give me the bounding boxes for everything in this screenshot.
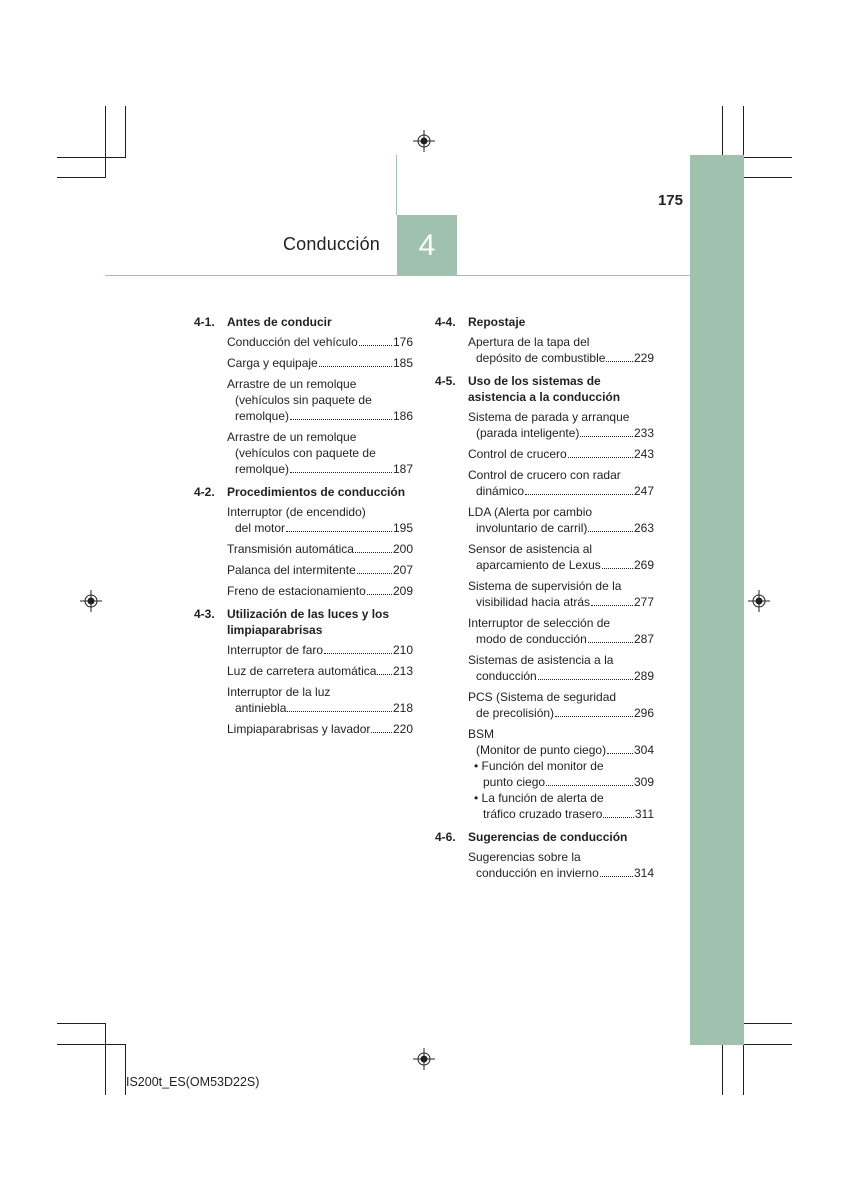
dot-leader [357, 573, 392, 574]
crop-mark [57, 1044, 125, 1045]
toc-page-number: 187 [392, 462, 413, 476]
toc-subentry[interactable] [468, 758, 654, 790]
toc-section-title: Uso de los sistemas de asistencia a la conducción [468, 374, 621, 404]
toc-entry[interactable] [468, 689, 654, 721]
toc-page-number: 304 [633, 743, 654, 757]
toc-entry-line [227, 392, 413, 408]
toc-section-number: 4-1. [194, 315, 215, 329]
toc-section-heading[interactable] [435, 373, 654, 405]
toc-section-title: Repostaje [468, 315, 526, 329]
toc-entry-line [227, 376, 413, 392]
toc-entry-text: del motor [235, 521, 286, 535]
crop-mark [722, 106, 723, 158]
toc-page-number: 209 [392, 584, 413, 598]
toc-entry[interactable] [468, 446, 654, 462]
toc-entry-text: Interruptor de la luz [227, 685, 331, 699]
toc-entry-line [468, 409, 654, 425]
toc-entry-line [468, 334, 654, 350]
toc-entry-line [468, 705, 654, 721]
registration-mark-icon [748, 590, 770, 612]
toc-section-number: 4-5. [435, 374, 456, 388]
dot-leader [588, 642, 633, 643]
toc-entry[interactable] [227, 583, 413, 599]
toc-entry[interactable] [468, 334, 654, 366]
toc-page-number: 277 [633, 595, 654, 609]
toc-entry-text: Limpiaparabrisas y lavador [227, 722, 371, 736]
crop-mark [57, 1023, 105, 1024]
toc-entry-line [468, 467, 654, 483]
toc-subentry[interactable] [468, 790, 654, 822]
dot-leader [603, 817, 633, 818]
toc-section [435, 829, 654, 881]
toc-entry[interactable] [227, 355, 413, 371]
dot-leader [290, 419, 392, 420]
registration-mark-icon [413, 1048, 435, 1070]
toc-page-number: 207 [392, 563, 413, 577]
dot-leader [359, 345, 392, 346]
toc-entry-text: LDA (Alerta por cambio [468, 505, 593, 519]
crop-mark [105, 106, 106, 178]
toc-entry-line [227, 520, 413, 536]
toc-entry-line [227, 334, 413, 350]
toc-entry-line [468, 350, 654, 366]
toc-entry-text: visibilidad hacia atrás [476, 595, 591, 609]
toc-section [435, 373, 654, 822]
toc-entry-line [468, 742, 654, 758]
crop-mark [57, 177, 105, 178]
toc-section-heading[interactable] [435, 829, 654, 845]
registration-mark-icon [413, 130, 435, 152]
dot-leader [290, 472, 392, 473]
toc-entry-line [227, 429, 413, 445]
toc-section-title: Procedimientos de conducción [227, 485, 406, 499]
toc-entry-text: Sistemas de asistencia a la [468, 653, 614, 667]
toc-entry-line [227, 562, 413, 578]
dot-leader [367, 594, 392, 595]
toc-entry[interactable] [468, 467, 654, 499]
toc-entry[interactable] [227, 376, 413, 424]
dot-leader [371, 732, 392, 733]
toc-entry-line [227, 721, 413, 737]
toc-section-title: Utilización de las luces y los limpiaparabrisas [227, 607, 390, 637]
toc-page-number: 269 [633, 558, 654, 572]
dot-leader [287, 711, 392, 712]
crop-mark [743, 1023, 792, 1024]
dot-leader [324, 653, 392, 654]
toc-entry-line [468, 806, 654, 822]
dot-leader [319, 366, 392, 367]
toc-entry[interactable] [468, 615, 654, 647]
dot-leader [600, 876, 633, 877]
toc-entry-text: Carga y equipaje [227, 356, 318, 370]
toc-entry[interactable] [227, 429, 413, 477]
toc-page-number: 176 [392, 335, 413, 349]
toc-page-number: 220 [392, 722, 413, 736]
toc-entry[interactable] [227, 684, 413, 716]
toc-entry-text: Control de crucero con radar [468, 468, 621, 482]
toc-page-number: 186 [392, 409, 413, 423]
toc-entry-text: antiniebla [235, 701, 287, 715]
toc-section-heading[interactable] [194, 484, 413, 500]
toc-entry-line [227, 355, 413, 371]
toc-entry[interactable] [468, 541, 654, 573]
toc-entry-text: Sugerencias sobre la [468, 850, 581, 864]
toc-entry-text: remolque) [235, 462, 290, 476]
toc-section [435, 314, 654, 366]
toc-entry-line [468, 425, 654, 441]
toc-entry-text: Control de crucero [468, 447, 567, 461]
toc-entry-text: modo de conducción [476, 632, 587, 646]
toc-column-left [194, 314, 413, 744]
toc-page-number: 210 [392, 643, 413, 657]
toc-page-number: 311 [634, 807, 654, 821]
toc-entry[interactable] [468, 409, 654, 441]
toc-entry-text: (vehículos con paquete de [235, 446, 376, 460]
toc-page-number: 296 [633, 706, 654, 720]
toc-entry-text: de precolisión) [476, 706, 555, 720]
toc-entry-text: Transmisión automática [227, 542, 354, 556]
toc-entry[interactable] [227, 721, 413, 737]
dot-leader [538, 679, 633, 680]
toc-entry-text: Arrastre de un remolque [227, 430, 357, 444]
toc-entry-text: (vehículos sin paquete de [235, 393, 372, 407]
toc-page-number: 243 [633, 447, 654, 461]
toc-entry-line [227, 684, 413, 700]
toc-entry-line [227, 642, 413, 658]
toc-page-number: 195 [392, 521, 413, 535]
toc-page-number: 185 [392, 356, 413, 370]
toc-section [194, 484, 413, 599]
dot-leader [355, 552, 392, 553]
dot-leader [606, 361, 633, 362]
toc-section-title: Antes de conducir [227, 315, 332, 329]
dot-leader [377, 674, 392, 675]
toc-page-number: 289 [633, 669, 654, 683]
toc-entry-text: tráfico cruzado trasero [483, 807, 603, 821]
toc-entry-text: Interruptor de faro [227, 643, 324, 657]
toc-entry-text: Arrastre de un remolque [227, 377, 357, 391]
dot-leader [525, 494, 633, 495]
toc-entry-text: • La función de alerta de [474, 791, 604, 805]
toc-entry[interactable] [227, 663, 413, 679]
crop-mark [722, 1044, 723, 1095]
toc-entry-text: Apertura de la tapa del [468, 335, 590, 349]
dot-leader [607, 753, 633, 754]
registration-mark-icon [80, 590, 102, 612]
toc-entry-line [468, 520, 654, 536]
toc-entry-line [468, 774, 654, 790]
toc-entry[interactable] [227, 504, 413, 536]
toc-entry-text: Sistema de supervisión de la [468, 579, 622, 593]
toc-page-number: 200 [392, 542, 413, 556]
toc-entry-text: Interruptor de selección de [468, 616, 611, 630]
toc-entry-text: punto ciego [483, 775, 546, 789]
toc-entry-line [227, 583, 413, 599]
toc-entry-text: depósito de combustible [476, 351, 606, 365]
toc-entry-text: aparcamiento de Lexus [476, 558, 601, 572]
toc-entry-text: Sensor de asistencia al [468, 542, 593, 556]
toc-section-number: 4-2. [194, 485, 215, 499]
toc-page-number: 233 [633, 426, 654, 440]
chapter-side-tab [690, 155, 744, 1045]
chapter-title: Conducción [282, 234, 380, 254]
toc-entry-text: conducción en invierno [476, 866, 599, 880]
dot-leader [286, 531, 392, 532]
toc-entry-line [227, 663, 413, 679]
toc-entry[interactable] [227, 334, 413, 350]
crop-mark [57, 157, 125, 158]
toc-entry-text: PCS (Sistema de seguridad [468, 690, 617, 704]
toc-section-title: Sugerencias de conducción [468, 830, 628, 844]
chapter-number-box [397, 215, 457, 276]
toc-entry-text: conducción [476, 669, 537, 683]
toc-entry-line [468, 758, 654, 774]
toc-section [194, 314, 413, 477]
toc-section-number: 4-6. [435, 830, 456, 844]
toc-entry-line [468, 541, 654, 557]
toc-entry-line [468, 615, 654, 631]
toc-entry-line [468, 446, 654, 462]
divider [396, 155, 397, 215]
toc-entry-line [227, 504, 413, 520]
toc-page-number: 309 [633, 775, 654, 789]
toc-page-number: 314 [633, 866, 654, 880]
toc-entry-text: Conducción del vehículo [227, 335, 358, 349]
toc-entry-line [468, 631, 654, 647]
toc-page-number: 229 [633, 351, 654, 365]
toc-section [194, 606, 413, 737]
toc-section-heading[interactable] [194, 606, 413, 638]
dot-leader [555, 716, 633, 717]
toc-section-heading[interactable] [435, 314, 654, 330]
toc-entry-text: BSM [468, 727, 495, 741]
dot-leader [591, 605, 633, 606]
toc-entry-text: involuntario de carril) [476, 521, 588, 535]
crop-mark [125, 106, 126, 158]
toc-entry-text: (Monitor de punto ciego) [476, 743, 607, 757]
toc-entry-text: Palanca del intermitente [227, 563, 356, 577]
toc-entry-line [468, 652, 654, 668]
toc-entry-line [468, 504, 654, 520]
toc-section-number: 4-3. [194, 607, 215, 621]
crop-mark [105, 1023, 106, 1095]
chapter-number: 4 [418, 228, 436, 262]
toc-entry[interactable] [227, 642, 413, 658]
toc-column-right [435, 314, 654, 888]
toc-page-number: 287 [633, 632, 654, 646]
toc-entry-line [468, 849, 654, 865]
toc-entry-text: • Función del monitor de [474, 759, 604, 773]
toc-entry-line [468, 668, 654, 684]
toc-entry-text: Sistema de parada y arranque [468, 410, 630, 424]
toc-entry[interactable] [227, 541, 413, 557]
toc-entry-line [468, 726, 654, 742]
toc-entry-line [468, 689, 654, 705]
toc-entry-line [227, 700, 413, 716]
toc-entry-text: dinámico [476, 484, 525, 498]
toc-entry-text: (parada inteligente) [476, 426, 580, 440]
toc-section-number: 4-4. [435, 315, 456, 329]
toc-entry-line [468, 557, 654, 573]
toc-entry-line [227, 541, 413, 557]
toc-page-number: 247 [633, 484, 654, 498]
dot-leader [588, 531, 633, 532]
toc-entry-line [468, 865, 654, 881]
toc-page-number: 263 [633, 521, 654, 535]
toc-entry-line [468, 594, 654, 610]
toc-entry[interactable] [468, 726, 654, 822]
toc-entry-line [468, 578, 654, 594]
toc-page-number: 218 [392, 701, 413, 715]
page-number: 175 [657, 192, 683, 209]
toc-entry[interactable] [468, 652, 654, 684]
toc-entry-line [227, 461, 413, 477]
toc-entry-line [468, 483, 654, 499]
dot-leader [568, 457, 633, 458]
dot-leader [580, 436, 633, 437]
toc-section-heading[interactable] [194, 314, 413, 330]
toc-entry-text: remolque) [235, 409, 290, 423]
toc-entry-line [227, 408, 413, 424]
toc-entry[interactable] [468, 849, 654, 881]
crop-mark [743, 177, 792, 178]
toc-page-number: 213 [392, 664, 413, 678]
toc-entry-text: Luz de carretera automática [227, 664, 377, 678]
document-code: IS200t_ES(OM53D22S) [126, 1075, 260, 1089]
toc-entry[interactable] [468, 504, 654, 536]
toc-entry-line [227, 445, 413, 461]
toc-entry-text: Freno de estacionamiento [227, 584, 366, 598]
toc-entry-text: Interruptor (de encendido) [227, 505, 366, 519]
toc-entry[interactable] [227, 562, 413, 578]
toc-entry[interactable] [468, 578, 654, 610]
dot-leader [546, 785, 633, 786]
dot-leader [602, 568, 633, 569]
toc-entry-line [468, 790, 654, 806]
